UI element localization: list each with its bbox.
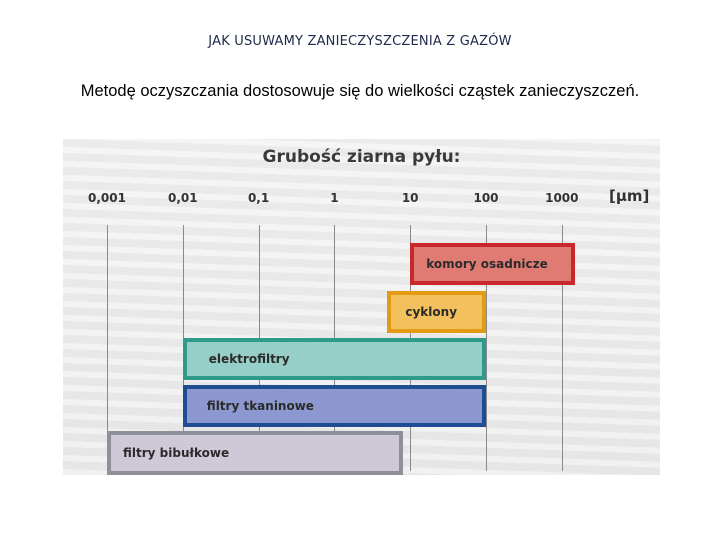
method-bar <box>183 385 486 427</box>
slide-subtitle: Metodę oczyszczania dostosowuje się do wielkości cząstek zanieczyszczeń. <box>80 82 640 100</box>
method-bar <box>107 431 403 475</box>
method-bar <box>183 338 486 380</box>
method-label: filtry bibułkowe <box>123 446 230 460</box>
tick-label: 1000 <box>545 191 579 205</box>
tick-label: 0,01 <box>167 191 198 205</box>
tick-label: 1 <box>330 191 339 205</box>
method-label: filtry tkaninowe <box>206 399 314 413</box>
particle-size-diagram <box>63 139 660 475</box>
method-bar <box>410 243 575 285</box>
unit-label: [μm] <box>609 187 650 205</box>
tick-label: 0,1 <box>247 191 270 205</box>
method-label: cyklony <box>405 305 458 319</box>
slide-title: JAK USUWAMY ZANIECZYSZCZENIA Z GAZÓW <box>208 34 512 49</box>
method-bar <box>387 291 486 333</box>
tick-label: 100 <box>473 191 499 205</box>
method-label: elektrofiltry <box>208 352 290 366</box>
tick-label: 0,001 <box>88 191 126 205</box>
method-label: komory osadnicze <box>426 257 548 271</box>
tick-label: 10 <box>401 191 419 205</box>
diagram-title: Grubość ziarna pyłu: <box>262 147 461 167</box>
